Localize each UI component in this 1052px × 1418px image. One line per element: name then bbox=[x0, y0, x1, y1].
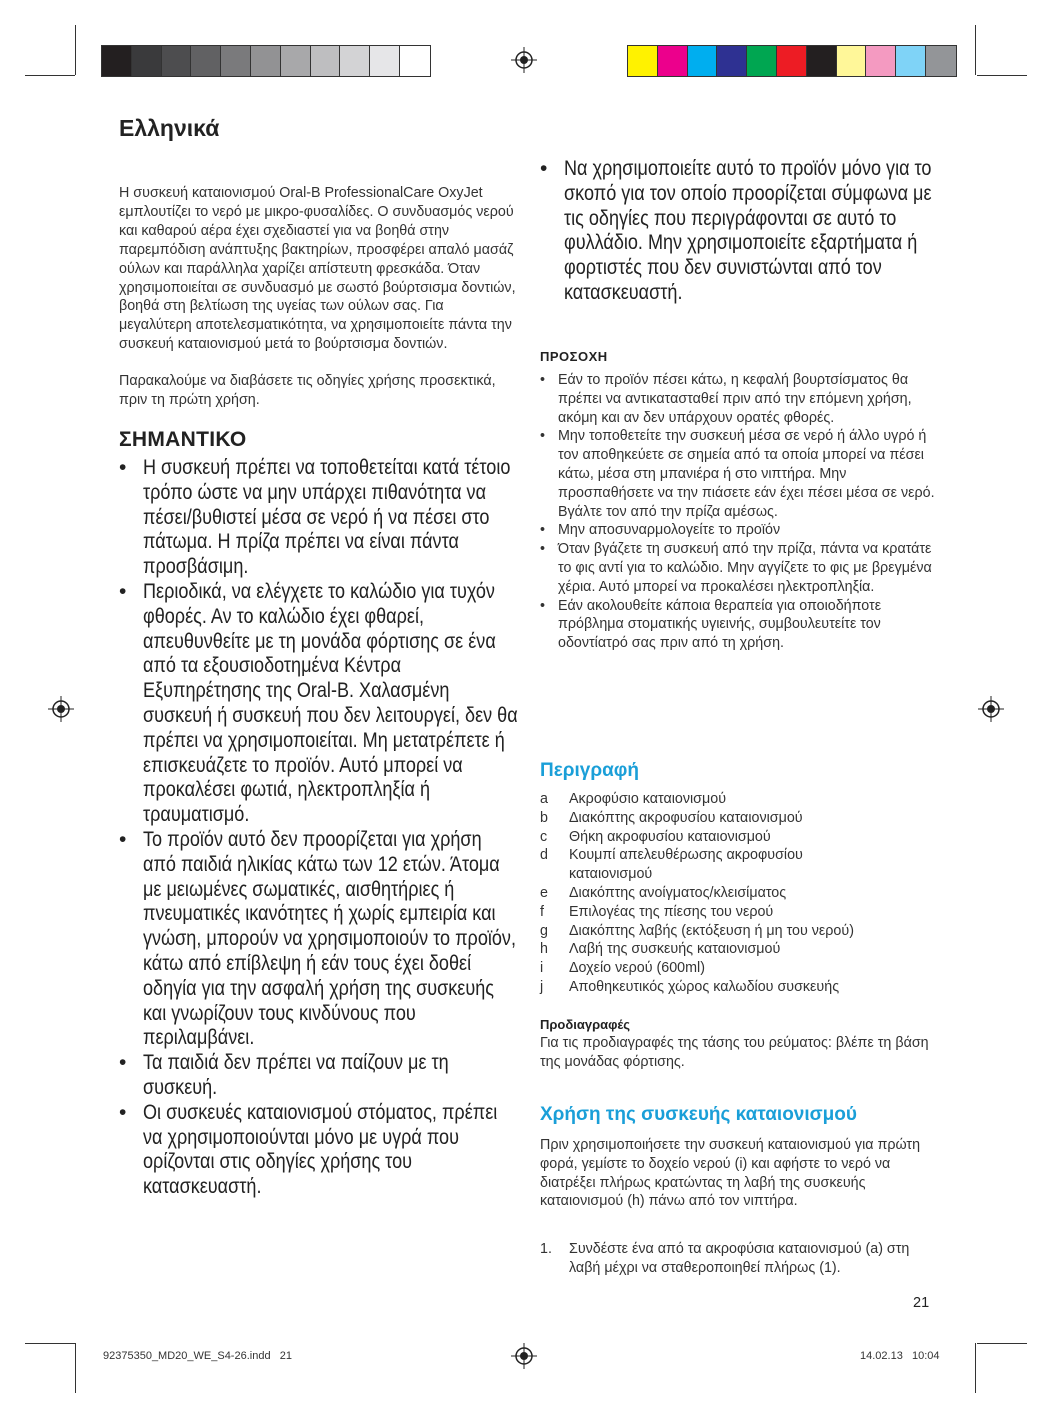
color-swatch bbox=[658, 46, 688, 76]
list-item: a Ακροφύσιο καταιονισμού bbox=[540, 791, 727, 807]
color-swatch bbox=[896, 46, 926, 76]
gray-calibration-bar bbox=[101, 45, 431, 77]
crop-mark bbox=[977, 75, 1027, 76]
crop-mark bbox=[75, 1343, 76, 1393]
color-swatch bbox=[311, 46, 341, 76]
crop-mark bbox=[25, 1343, 75, 1344]
list-item: • Τα παιδιά δεν πρέπει να παίζουν με τη συσκευή. bbox=[119, 1051, 449, 1099]
description-heading: Περιγραφή bbox=[540, 760, 639, 781]
list-item: c Θήκη ακροφυσίου καταιονισμού bbox=[540, 828, 771, 845]
color-calibration-bar bbox=[627, 45, 957, 77]
usage-heading: Χρήση της συσκευής καταιονισμού bbox=[540, 1104, 857, 1125]
list-item: e Διακόπτης ανοίγματος/κλεισίματος bbox=[540, 884, 787, 901]
color-swatch bbox=[747, 46, 777, 76]
list-item: • Η συσκευή πρέπει να τοποθετείται κατά τέτοιο τρόπο ώστε να μην υπάρχει πιθανότητα να πέσει/βυθιστεί μέσα σε νερό ή να πέσει στο πάτωμα. Η πρίζα πρέπει να είναι πάντα προσβάσιμη. bbox=[119, 456, 511, 579]
page-title: Ελληνικά bbox=[119, 115, 220, 141]
crop-mark bbox=[25, 75, 75, 76]
description-list bbox=[540, 790, 940, 997]
page-number: 21 bbox=[913, 1295, 930, 1311]
crop-mark bbox=[977, 1343, 1027, 1344]
registration-mark-icon bbox=[511, 1343, 537, 1369]
color-swatch bbox=[251, 46, 281, 76]
list-item: f Επιλογέας της πίεσης του νερού bbox=[540, 903, 774, 920]
caution-list bbox=[540, 371, 940, 653]
color-swatch bbox=[191, 46, 221, 76]
important-list bbox=[119, 456, 519, 1200]
list-item: • Εάν το προϊόν πέσει κάτω, η κεφαλή βουρτσίσματος θα πρέπει να αντικατασταθεί πριν από την επόμενη χρήση, ακόμη και αν δεν υπάρχουν ορατές φθορές. bbox=[540, 372, 912, 426]
list-item: • Να χρησιμοποιείτε αυτό το προϊόν μόνο για το σκοπό για τον οποίο προορίζεται σύμφωνα με τις οδηγίες που περιγράφονται σε αυτό το φυλλάδιο. Μην χρησιμοποιείτε εξαρτήματα ή φορτιστές που δεν συνιστώνται από τον κατασκευαστή. bbox=[540, 157, 932, 304]
important-list-continued bbox=[540, 157, 940, 306]
intro-note: Παρακαλούμε να διαβάσετε τις οδηγίες χρήσης προσεκτικά, πριν τη πρώτη χρήση. bbox=[119, 373, 496, 408]
color-swatch bbox=[777, 46, 807, 76]
list-item: i Δοχείο νερού (600ml) bbox=[540, 960, 705, 977]
color-swatch bbox=[717, 46, 747, 76]
intro-paragraph: Η συσκευή καταιονισμού Oral-B ProfessionalCare OxyJet εμπλουτίζει το νερό με μικρο-φυσαλίδες. Ο συνδυασμός νερού και καθαρού αέρα έχει σχεδιαστεί για να βοηθά στην παρεμπόδιση ανάπτυξης βακτηρίων, προσφέρει απαλό μασάζ ούλων και παράλληλα χαρίζει απίστευτη φρεσκάδα. Όταν χρησιμοποιείται σε συνδυασμό με σωστό βούρτσισμα δοντιών, βοηθά στη βελτίωση της υγείας των ούλων σας. Για μεγαλύτερη αποτελεσματικότητα, να χρησιμοποιείτε πάντα την συσκευή καταιονισμού μετά το βούρτσισμα δοντιών. bbox=[119, 185, 516, 353]
list-item: • Όταν βγάζετε τη συσκευή από την πρίζα, πάντα να κρατάτε το φις αντί για το καλώδιο. Μην αγγίζετε το φις με βρεγμένα χέρια. Αυτό μπορεί να προκαλέσει ηλεκτροπληξία. bbox=[540, 541, 932, 595]
registration-mark-icon bbox=[48, 696, 74, 722]
list-item: • Εάν ακολουθείτε κάποια θεραπεία για οποιοδήποτε πρόβλημα στοματικής υγιεινής, συμβουλευτείτε τον οδοντίατρό σας πριν από τη χρήση. bbox=[540, 597, 882, 652]
list-item: j Αποθηκευτικός χώρος καλωδίου συσκευής bbox=[540, 978, 840, 995]
list-item: g Διακόπτης λαβής (εκτόξευση ή μη του νερού) bbox=[540, 922, 854, 939]
color-swatch bbox=[807, 46, 837, 76]
crop-mark bbox=[75, 25, 76, 75]
list-item: • Το προϊόν αυτό δεν προορίζεται για χρήση από παιδιά ηλικίας κάτω των 12 ετών. Άτομα με μειωμένες σωματικές, αισθητήριες ή πνευματικές ικανότητες ή χωρίς εμπειρία και γνώση, μπορούν να χρησιμοποιούν το προϊόν, κάτω από επίβλεψη ή εάν τους έχει δοθεί οδηγία για την ασφαλή χρήση της συσκευής και γνωρίζουν τους κινδύνους που περιλαμβάνει. bbox=[119, 827, 516, 1050]
color-swatch bbox=[340, 46, 370, 76]
color-swatch bbox=[688, 46, 718, 76]
list-item: b Διακόπτης ακροφυσίου καταιονισμού bbox=[540, 809, 803, 826]
color-swatch bbox=[370, 46, 400, 76]
list-item: • Περιοδικά, να ελέγχετε το καλώδιο για τυχόν φθορές. Αν το καλώδιο έχει φθαρεί, απευθυνθείτε με τη μονάδα φόρτισης σε ένα από τα εξουσιοδοτημένα Κέντρα Εξυπηρέτησης της Oral-B. Χαλασμένη συσκευή ή συσκευή που δεν λειτουργεί, δεν θα πρέπει να χρησιμοποιείται. Μη μετατρέπετε ή επισκευάζετε το προϊόν. Αυτό μπορεί να προκαλέσει φωτιά, ηλεκτροπληξία ή τραυματισμό. bbox=[119, 579, 518, 827]
list-item: • Μην τοποθετείτε την συσκευή μέσα σε νερό ή άλλο υγρό ή τον αποθηκεύετε σε σημεία από τα οποία μπορεί να πέσει κάτω, μέσα στη μπανιέρα ή στο νιπτήρα. Μην προσπαθήσετε να την πιάσετε εάν έχει πέσει μέσα σε νερό. Βγάλτε τον από την πρίζα αμέσως. bbox=[540, 428, 935, 520]
list-item: h Λαβή της συσκευής καταιονισμού bbox=[540, 941, 781, 958]
color-swatch bbox=[628, 46, 658, 76]
color-swatch bbox=[162, 46, 192, 76]
registration-mark-icon bbox=[978, 696, 1004, 722]
date-slug: 14.02.13 10:04 bbox=[860, 1350, 940, 1362]
color-swatch bbox=[837, 46, 867, 76]
color-swatch bbox=[221, 46, 251, 76]
list-item: d Κουμπί απελευθέρωσης ακροφυσίου καταιονισμού bbox=[540, 847, 803, 883]
color-swatch bbox=[102, 46, 132, 76]
crop-mark bbox=[975, 25, 976, 75]
registration-mark-icon bbox=[511, 47, 537, 73]
color-swatch bbox=[132, 46, 162, 76]
important-heading: ΣΗΜΑΝΤΙΚΟ bbox=[119, 428, 247, 451]
color-swatch bbox=[866, 46, 896, 76]
specifications-text: Για τις προδιαγραφές της τάσης του ρεύματος: βλέπε τη βάση της μονάδας φόρτισης. bbox=[540, 1035, 929, 1070]
color-swatch bbox=[281, 46, 311, 76]
usage-text: Πριν χρησιμοποιήσετε την συσκευή καταιονισμού για πρώτη φορά, γεμίστε το δοχείο νερού (i) και αφήστε το νερό να διατρέξει πλήρως κρατώντας τη λαβή της συσκευής καταιονισμού (h) πάνω από τον νιπτήρα. bbox=[540, 1137, 921, 1210]
specifications-heading: Προδιαγραφές bbox=[540, 1017, 631, 1032]
list-item: • Μην αποσυναρμολογείτε το προϊόν bbox=[540, 522, 781, 539]
list-item: • Οι συσκευές καταιονισμού στόματος, πρέπει να χρησιμοποιούνται μόνο με υγρά που ορίζονται στις οδηγίες χρήσης του κατασκευαστή. bbox=[119, 1100, 498, 1199]
caution-heading: ΠΡΟΣΟΧΗ bbox=[540, 349, 608, 364]
list-item: 1. Συνδέστε ένα από τα ακροφύσια καταιονισμού (a) στη λαβή μέχρι να σταθεροποιηθεί πλήρως (1). bbox=[540, 1241, 910, 1276]
color-swatch bbox=[926, 46, 956, 76]
crop-mark bbox=[975, 1343, 976, 1393]
usage-steps bbox=[540, 1240, 940, 1278]
file-slug: 92375350_MD20_WE_S4-26.indd 21 bbox=[103, 1350, 292, 1362]
color-swatch bbox=[400, 46, 430, 76]
